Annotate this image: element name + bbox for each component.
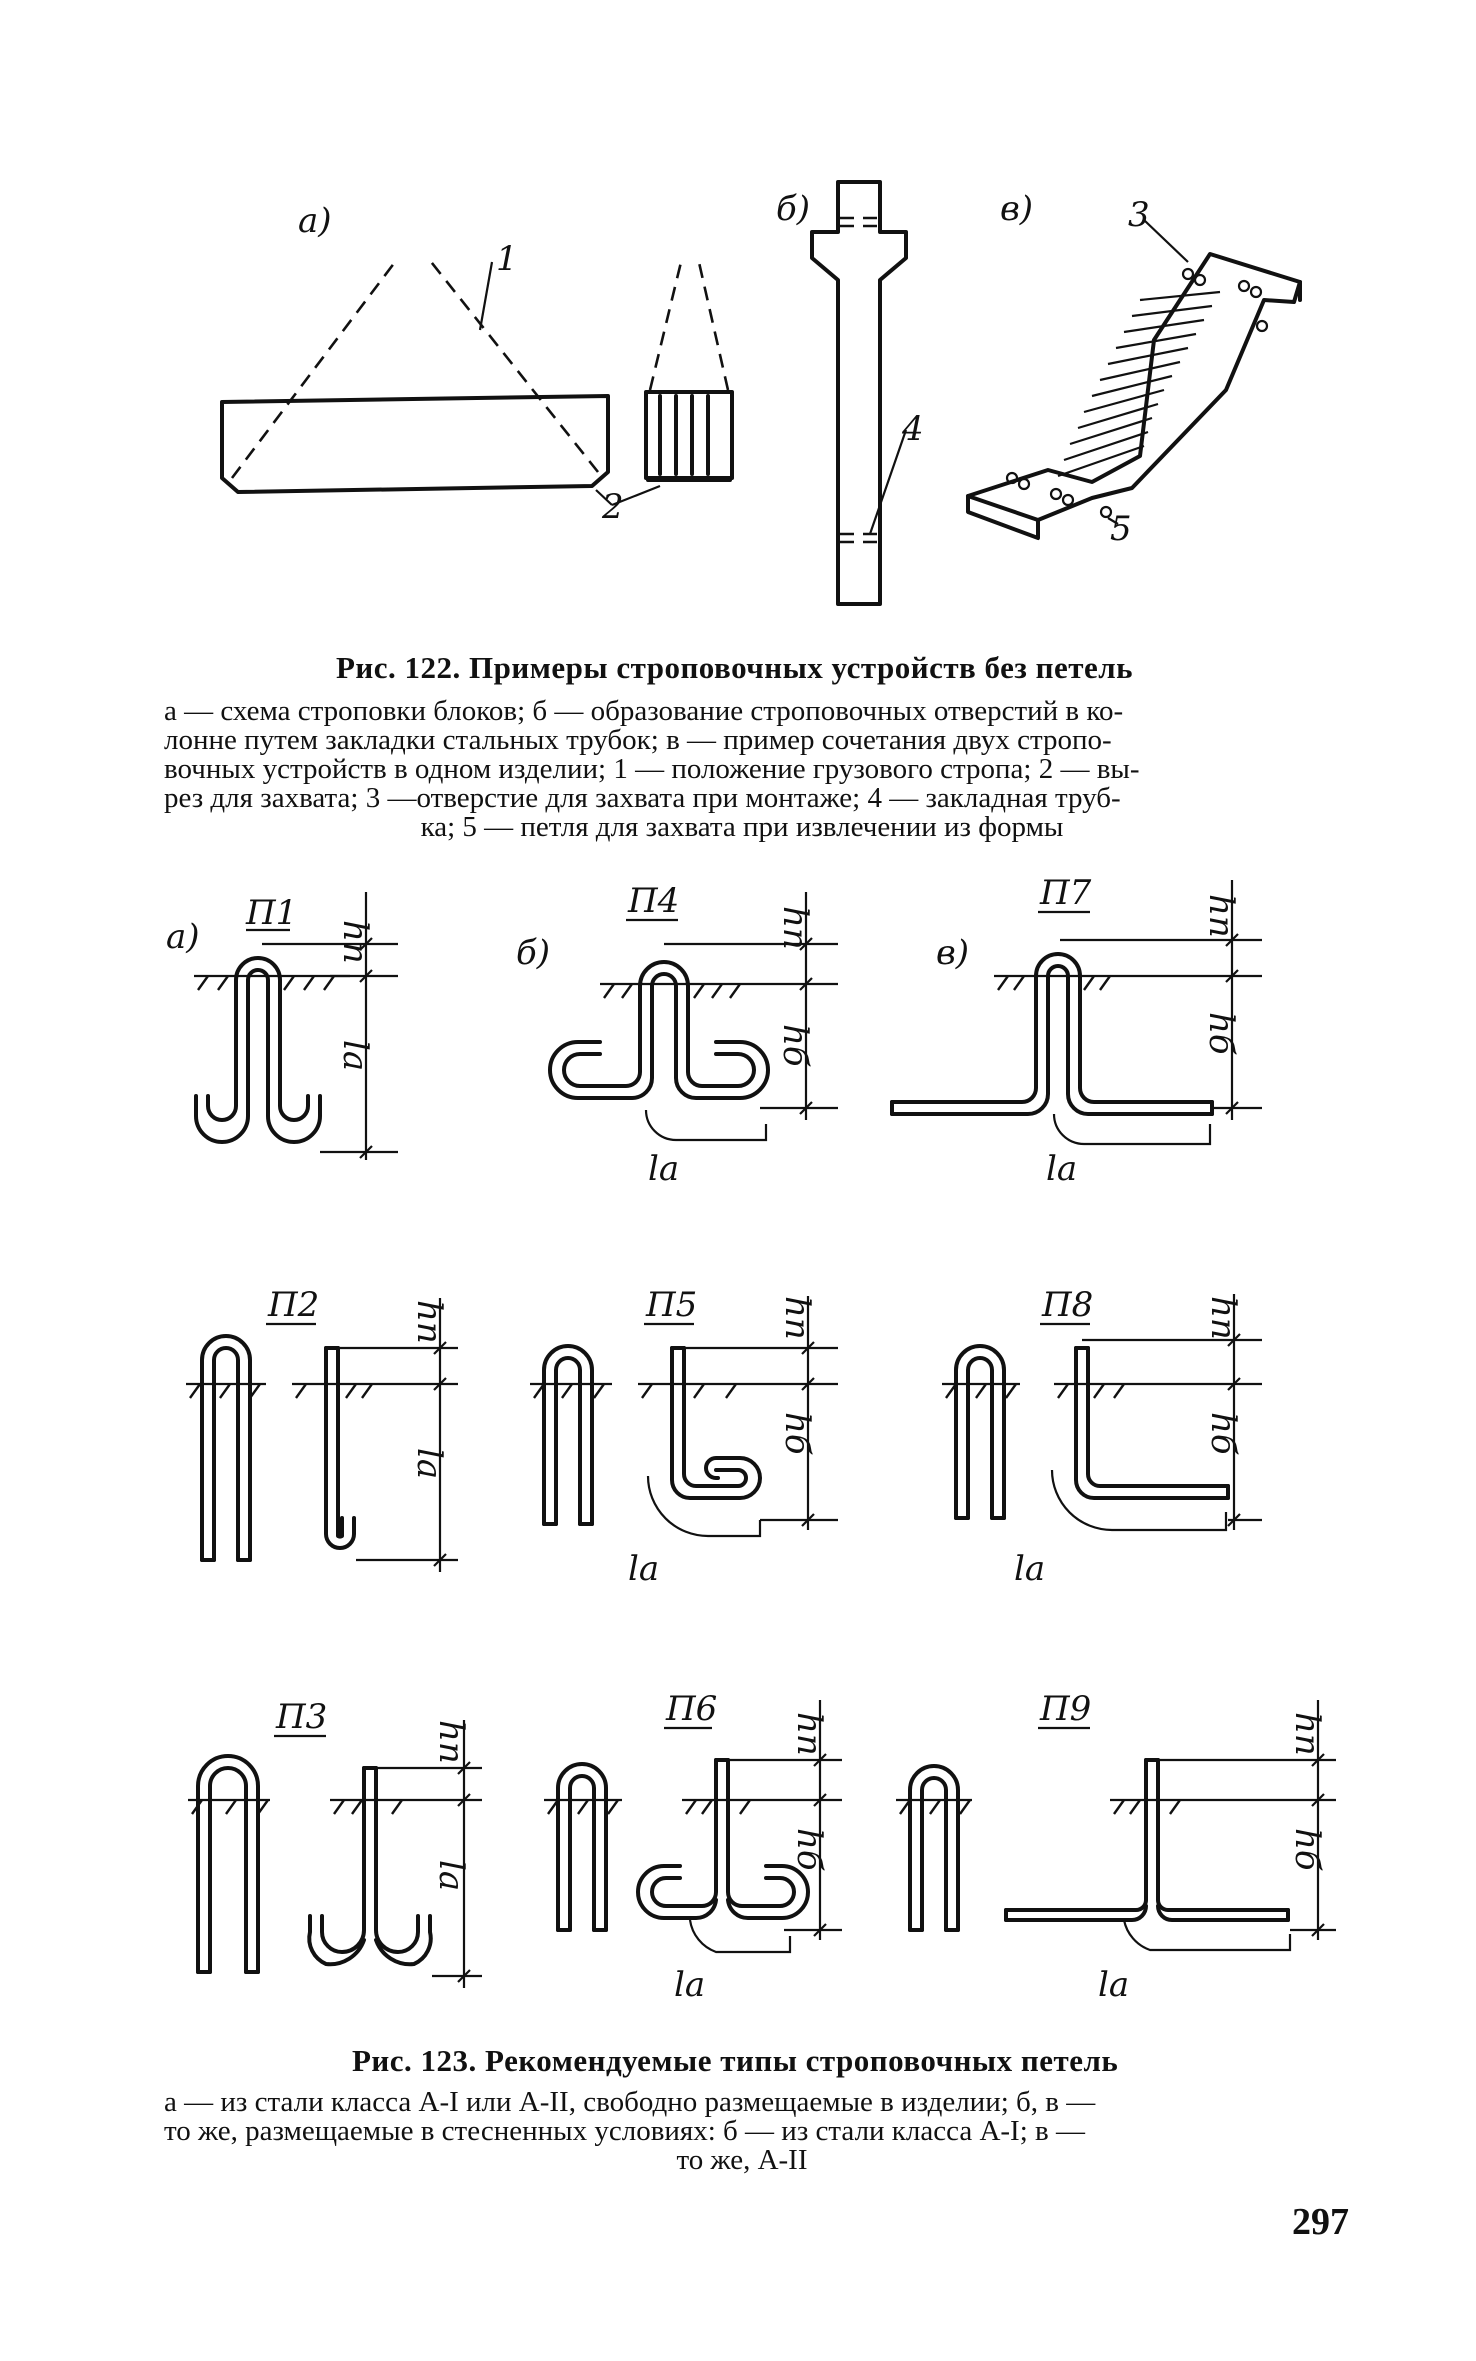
dim-la-p9: lа (1098, 1965, 1130, 2005)
dim-la-p2: lа (409, 1448, 449, 1480)
dim-la-p1: lа (335, 1040, 375, 1072)
loop-p5-front (544, 1346, 592, 1524)
ground-p9 (896, 1800, 1196, 1814)
dim-hp-p3: hп (431, 1720, 471, 1764)
loop-p4 (550, 962, 768, 1098)
fig122-label-3: 3 (1128, 195, 1150, 235)
dim-hb-p5: hб (777, 1412, 817, 1455)
fig123-label-p8: П8 (1042, 1285, 1094, 1325)
ground-p4 (600, 984, 740, 998)
dim-la-p6: lа (674, 1965, 706, 2005)
loop-p3-side (309, 1768, 430, 1964)
fig123-label-a: а) (166, 917, 200, 957)
fig122-desc-line: а — схема строповки блоков; б — образование строповочных отверстий в ко- (164, 695, 1124, 727)
dim-la-p7: lа (1046, 1149, 1078, 1189)
dim-la-p4: lа (648, 1149, 680, 1189)
ground-p8 (942, 1384, 1130, 1398)
fig122-label-v: в) (1000, 189, 1034, 229)
dim-hp-p6: hп (789, 1712, 829, 1756)
dim-hb-p6: hб (789, 1828, 829, 1871)
dim-hp-p2: hп (409, 1300, 449, 1344)
fig123-label-p4: П4 (628, 881, 680, 921)
dim-hp-p5: hп (777, 1296, 817, 1340)
ground-p3 (188, 1800, 412, 1814)
loop-p7 (892, 954, 1212, 1114)
fig123-desc-line: а — из стали класса А-I или А-II, свободно размещаемые в изделии; б, в — (164, 2086, 1096, 2118)
fig123-label-p7: П7 (1040, 873, 1092, 913)
ground-p7 (994, 976, 1110, 990)
loop-p6-side (638, 1760, 808, 1918)
fig123-label-p9: П9 (1040, 1689, 1092, 1729)
dim-hp-p8: hп (1203, 1296, 1243, 1340)
fig123-label-p3: П3 (276, 1697, 328, 1737)
dim-hp-p7: hп (1201, 894, 1241, 938)
fig122-label-5: 5 (1110, 509, 1132, 549)
loop-p5-side (672, 1348, 760, 1498)
fig122-label-2: 2 (602, 487, 624, 527)
fig122-desc-line: лонне путем закладки стальных трубок; в — пример сочетания двух стропо- (164, 724, 1112, 756)
loop-p2-front (202, 1336, 250, 1560)
fig122-desc-line: ка; 5 — петля для захвата при извлечении из формы (420, 811, 1064, 843)
ground-p5 (530, 1384, 760, 1398)
fig122-label-4: 4 (902, 409, 924, 449)
page-number: 297 (1292, 2201, 1349, 2243)
dim-hb-p7: hб (1201, 1012, 1241, 1055)
loop-p2-side (326, 1348, 354, 1548)
dim-hp-p1: hп (335, 920, 375, 964)
ground-p1 (194, 976, 350, 990)
fig123-label-p1: П1 (246, 893, 298, 933)
fig122-desc-line: рез для захвата; 3 —отверстие для захвата при монтаже; 4 — закладная труб- (164, 782, 1121, 814)
dim-hb-p9: hб (1287, 1828, 1327, 1871)
fig122-label-1: 1 (496, 239, 518, 279)
fig122-desc-line: вочных устройств в одном изделии; 1 — положение грузового стропа; 2 — вы- (164, 753, 1140, 785)
fig123-label-p5: П5 (646, 1285, 698, 1325)
loop-p8-front (956, 1346, 1004, 1518)
fig122-label-a: а) (298, 201, 332, 241)
fig122-title: Рис. 122. Примеры строповочных устройств без петель (336, 650, 1134, 685)
dim-hb-p4: hб (775, 1024, 815, 1067)
dim-hp-p9: hп (1287, 1712, 1327, 1756)
dim-la-p5: lа (628, 1549, 660, 1589)
loop-p3-front (198, 1756, 258, 1972)
fig123-description (164, 2088, 1320, 2175)
fig123-label-b: б) (516, 933, 551, 973)
fig123-label-p6: П6 (666, 1689, 718, 1729)
fig123-title: Рис. 123. Рекомендуемые типы строповочных петель (352, 2043, 1119, 2078)
loop-p9-side (1006, 1760, 1288, 1920)
fig123-label-p2: П2 (268, 1285, 320, 1325)
dim-hb-p8: hб (1203, 1412, 1243, 1455)
dim-hp-p4: hп (775, 906, 815, 950)
loop-p1 (196, 958, 320, 1142)
loop-p9-front (910, 1766, 958, 1930)
fig122-label-b: б) (776, 189, 811, 229)
dim-la-p3: lа (431, 1860, 471, 1892)
fig123-label-v: в) (936, 933, 970, 973)
fig123-desc-line: то же, размещаемые в стесненных условиях: б — из стали класса А-I; в — (164, 2115, 1085, 2147)
ground-p6 (544, 1800, 764, 1814)
dim-la-p8: lа (1014, 1549, 1046, 1589)
fig123-desc-line: то же, А-II (676, 2144, 808, 2176)
loop-p6-front (558, 1764, 606, 1930)
